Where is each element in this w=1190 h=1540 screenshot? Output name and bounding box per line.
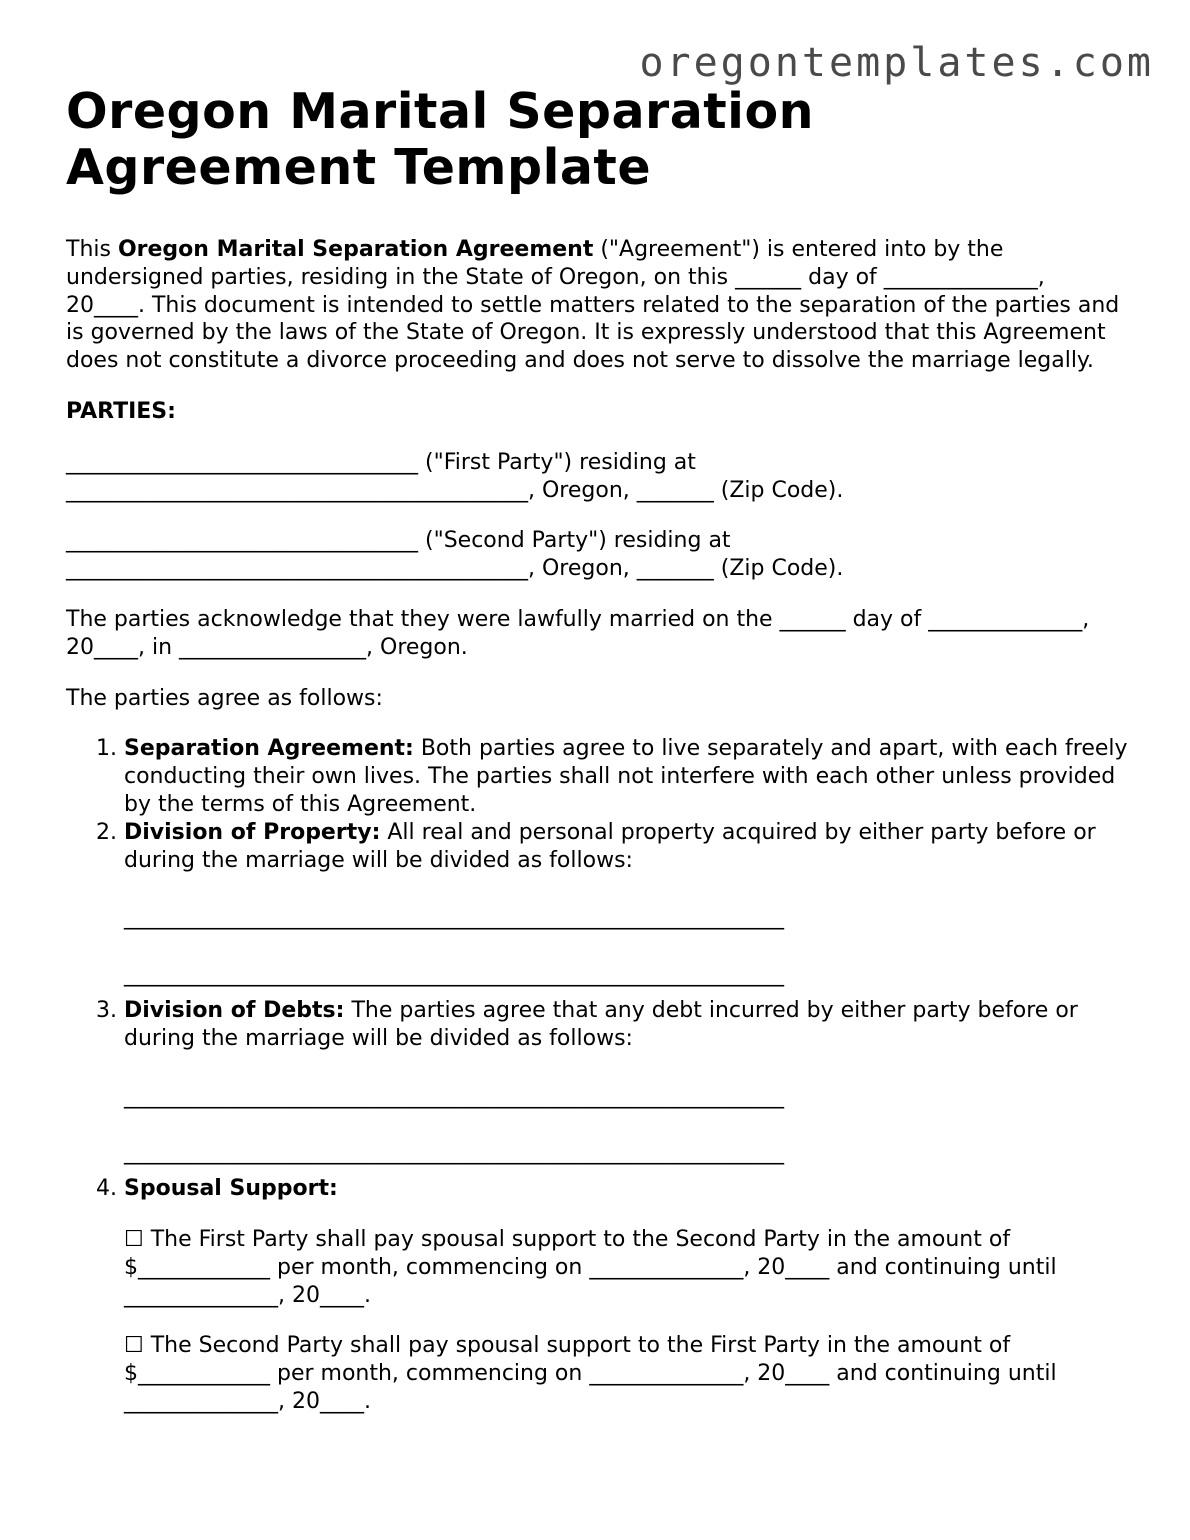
term-label: Division of Debts: — [124, 997, 345, 1023]
support-option-second-party: ☐ The Second Party shall pay spousal support to the First Party in the amount of $____________ per month, commencing on ______________, 20____ and continuing until ______________, 20____. — [124, 1333, 1057, 1414]
intro-paragraph — [66, 236, 1130, 375]
debts-blank-2: ____________________________________________________________ — [124, 1140, 784, 1166]
term-separation — [124, 735, 1130, 818]
marriage-acknowledgement: The parties acknowledge that they were lawfully married on the ______ day of ______________, 20____, in _________________, Oregon. — [66, 606, 1090, 660]
support-option-first-party: ☐ The First Party shall pay spousal support to the Second Party in the amount of $____________ per month, commencing on ______________, 20____ and continuing until ______________, 20____. — [124, 1226, 1057, 1308]
second-party-address-line: __________________________________________, Oregon, _______ (Zip Code). — [66, 556, 844, 582]
parties-heading: PARTIES: — [66, 398, 176, 424]
term-property — [124, 819, 1130, 997]
intro-body: ("Agreement") is entered into by the undersigned parties, residing in the State of Oregon, on this ______ day of ______________, 20____. This document is intended to settle matters related to the separation of the parties and is governed by the laws of the State of Oregon. It is expressly understood that this Agreement does not constitute a divorce proceeding and does not serve to dissolve the marriage legally. — [66, 237, 1120, 374]
agree-intro: The parties agree as follows: — [66, 685, 383, 711]
terms-list — [66, 735, 1130, 1415]
site-watermark: oregontemplates.com — [639, 40, 1154, 86]
property-blank-1: ____________________________________________________________ — [124, 905, 784, 931]
intro-pre: This — [66, 237, 118, 262]
first-party-name-line: ________________________________ ("First Party") residing at — [66, 449, 696, 475]
debts-blank-1: ____________________________________________________________ — [124, 1083, 784, 1109]
term-debts — [124, 997, 1130, 1175]
term-text: The parties agree that any debt incurred by either party before or during the marriage will be divided as follows: — [124, 997, 1078, 1051]
second-party-block — [66, 527, 1130, 583]
first-party-block — [66, 449, 1130, 505]
term-label: Separation Agreement: — [124, 736, 414, 762]
term-label: Spousal Support: — [124, 1176, 338, 1202]
second-party-name-line: ________________________________ ("Second Party") residing at — [66, 528, 731, 554]
term-label: Division of Property: — [124, 819, 381, 845]
intro-agreement-name: Oregon Marital Separation Agreement — [117, 237, 594, 262]
term-spousal-support — [124, 1175, 1130, 1416]
document-title: Oregon Marital Separation Agreement Template — [66, 83, 815, 196]
document-page — [66, 84, 1130, 1416]
term-text: Both parties agree to live separately and apart, with each freely conducting their own lives. The parties shall not interfere with each other unless provided by the terms of this Agreement. — [124, 736, 1128, 817]
term-text: All real and personal property acquired by either party before or during the marriage will be divided as follows: — [124, 819, 1096, 873]
first-party-address-line: __________________________________________, Oregon, _______ (Zip Code). — [66, 477, 844, 503]
property-blank-2: ____________________________________________________________ — [124, 962, 784, 988]
